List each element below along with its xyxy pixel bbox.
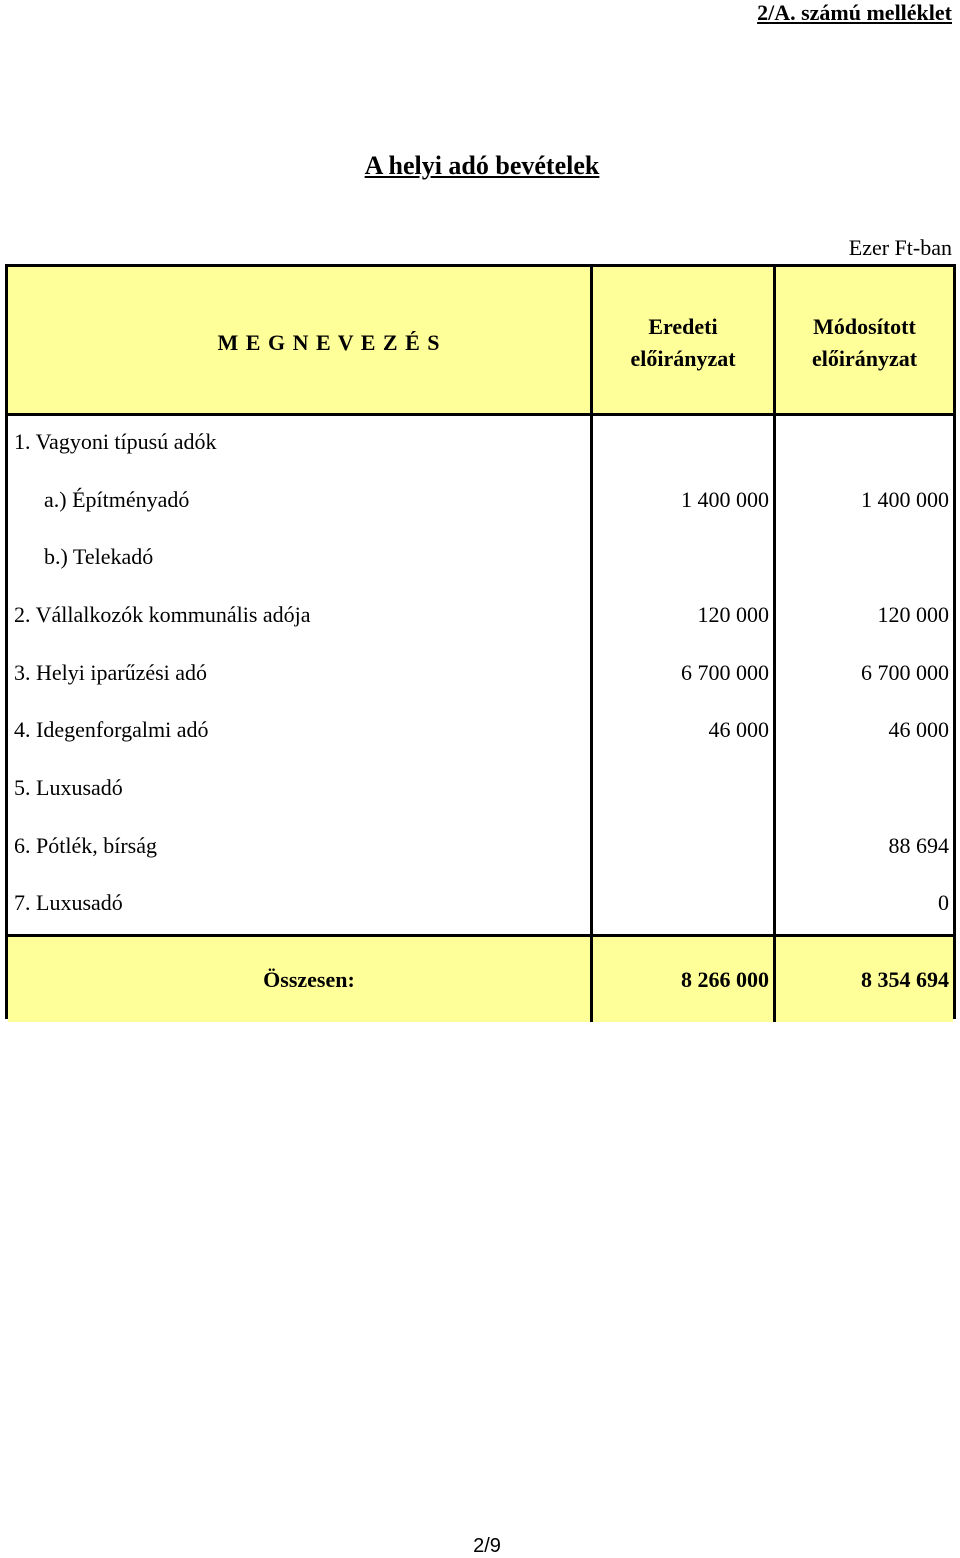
row-original: 120 000 xyxy=(590,586,773,644)
page-title: A helyi adó bevételek xyxy=(364,151,600,180)
row-modified: 1 400 000 xyxy=(773,471,953,529)
row-modified: 0 xyxy=(773,875,953,933)
table-header xyxy=(8,267,953,416)
row-label: a.) Építményadó xyxy=(44,486,190,512)
row-modified xyxy=(773,413,953,471)
header-modified xyxy=(773,267,953,413)
row-label: 6. Pótlék, bírság xyxy=(14,832,157,858)
revenue-table xyxy=(5,264,956,1019)
row-modified: 46 000 xyxy=(773,702,953,760)
table-row xyxy=(8,644,953,702)
row-modified: 120 000 xyxy=(773,586,953,644)
table-row xyxy=(8,586,953,644)
row-label: b.) Telekadó xyxy=(44,544,154,570)
table-body xyxy=(8,413,953,934)
header-modified-line1: Módosított xyxy=(813,314,916,339)
row-original xyxy=(590,528,773,586)
row-label: 3. Helyi iparűzési adó xyxy=(14,659,208,685)
table-row xyxy=(8,702,953,760)
table-row xyxy=(8,413,953,471)
unit-label: Ezer Ft-ban xyxy=(848,235,952,260)
row-original xyxy=(590,875,773,933)
total-modified: 8 354 694 xyxy=(773,937,953,1022)
header-name: M E G N E V E Z É S xyxy=(217,330,441,355)
annex-label: 2/A. számú melléklet xyxy=(757,0,952,25)
row-modified: 88 694 xyxy=(773,817,953,875)
table-row xyxy=(8,471,953,529)
row-label: 5. Luxusadó xyxy=(14,775,123,801)
header-modified-line2: előirányzat xyxy=(811,346,918,371)
row-original xyxy=(590,817,773,875)
table-row xyxy=(8,817,953,875)
row-label: 4. Idegenforgalmi adó xyxy=(14,717,209,743)
table-row xyxy=(8,528,953,586)
row-original xyxy=(590,759,773,817)
row-original: 1 400 000 xyxy=(590,471,773,529)
row-label: 1. Vagyoni típusú adók xyxy=(14,428,217,454)
header-original xyxy=(590,267,773,413)
page-number: 2/9 xyxy=(473,1535,501,1557)
row-original: 6 700 000 xyxy=(590,644,773,702)
row-modified xyxy=(773,528,953,586)
header-original-line1: Eredeti xyxy=(648,314,718,339)
total-label: Összesen: xyxy=(263,966,355,992)
total-original: 8 266 000 xyxy=(590,937,773,1022)
header-original-line2: előirányzat xyxy=(630,346,736,371)
row-original xyxy=(590,413,773,471)
row-label: 7. Luxusadó xyxy=(14,890,123,916)
row-original: 46 000 xyxy=(590,702,773,760)
table-row xyxy=(8,875,953,933)
table-row xyxy=(8,759,953,817)
row-modified xyxy=(773,759,953,817)
row-label: 2. Vállalkozók kommunális adója xyxy=(14,601,311,627)
row-modified: 6 700 000 xyxy=(773,644,953,702)
total-row xyxy=(8,934,953,1022)
